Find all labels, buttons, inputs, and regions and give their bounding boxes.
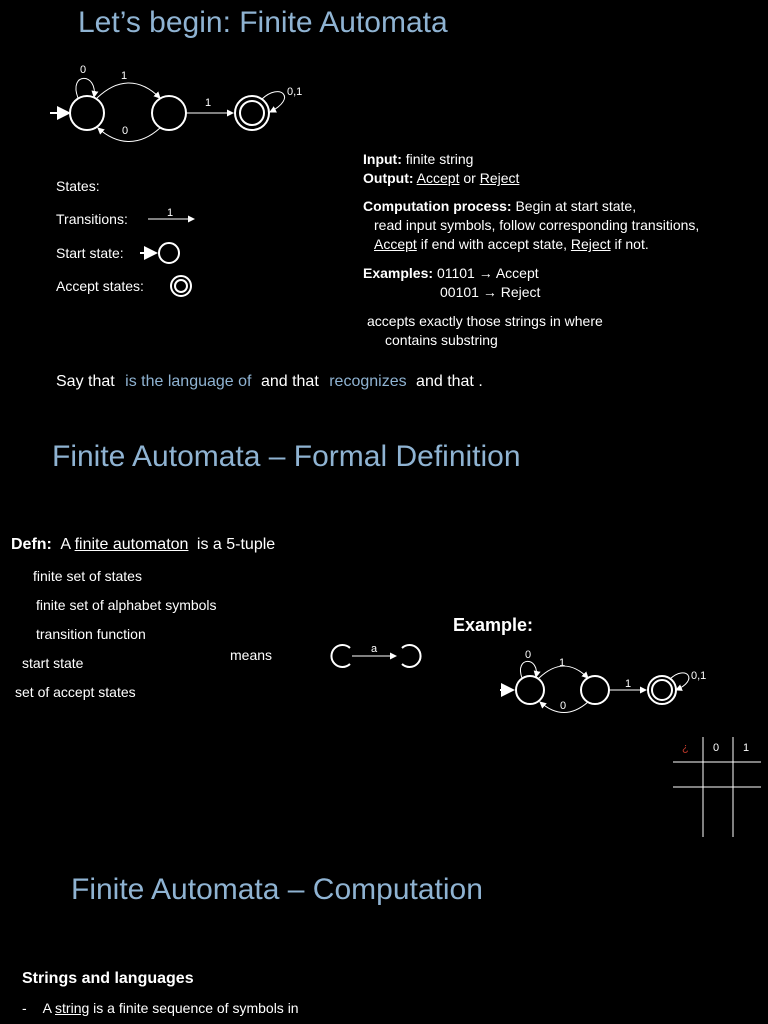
defn-item-transition: transition function — [36, 626, 146, 642]
comp-line3-mid: if end with accept state, — [420, 236, 568, 252]
legend-states: States: — [56, 178, 100, 194]
table-col-1: 1 — [743, 742, 750, 754]
strings-heading: Strings and languages — [22, 970, 194, 987]
accepts-line1: accepts exactly those strings in where — [367, 313, 603, 329]
defn-item-states: finite set of states — [33, 568, 142, 584]
defn-item-alphabet: finite set of alphabet symbols — [36, 597, 217, 613]
output-reject: Reject — [479, 170, 520, 186]
edge-q2-q1-label: 0 — [122, 125, 129, 137]
svg-text:0: 0 — [525, 649, 532, 661]
legend-start-state: Start state: — [56, 245, 124, 261]
bullet-pre: A — [42, 1000, 52, 1016]
bullet-dash: - — [22, 1000, 27, 1016]
input-text: finite string — [405, 151, 474, 167]
means-label: means — [230, 647, 273, 663]
svg-text:a: a — [371, 643, 378, 655]
recognizes: recognizes — [329, 373, 407, 390]
defn-item-start: start state — [22, 655, 84, 671]
comp-line3-end: if not. — [614, 236, 649, 252]
bullet-rest: is a finite sequence of symbols in — [93, 1000, 299, 1016]
svg-text:1: 1 — [559, 657, 566, 669]
defn-term: finite automaton — [74, 536, 189, 553]
svg-text:1: 1 — [167, 207, 174, 219]
loop-q3-label: 0,1 — [287, 86, 303, 98]
and-that-1: and that — [260, 373, 319, 390]
is-language-of: is the language of — [125, 373, 252, 390]
table-col-0: 0 — [713, 742, 720, 754]
edge-q2-q3-label: 1 — [205, 97, 212, 109]
comp-line2: read input symbols, follow corresponding transitions, — [374, 217, 700, 233]
output-accept: Accept — [416, 170, 460, 186]
defn-item-accept: set of accept states — [15, 684, 136, 700]
defn-label: Defn: — [11, 536, 52, 553]
comp-label: Computation process: — [363, 198, 512, 214]
example-label: Example: — [453, 615, 534, 635]
comp-line1-text: Begin at start state, — [515, 198, 637, 214]
defn-a: A — [60, 536, 71, 553]
example2: 00101 → Reject — [440, 284, 541, 300]
string-bullet — [22, 1000, 299, 1016]
comp-reject: Reject — [570, 236, 611, 252]
accepts-line2: contains substring — [385, 332, 498, 348]
legend-accept-states: Accept states: — [56, 278, 144, 294]
slide2-title: Finite Automata – Formal Definition — [52, 440, 521, 473]
slide1-title: Let’s begin: Finite Automata — [78, 6, 448, 39]
output-or: or — [463, 170, 476, 186]
slide3-title: Finite Automata – Computation — [71, 873, 483, 906]
defn-rest: is a 5-tuple — [196, 536, 276, 553]
loop-q1-label: 0 — [80, 64, 87, 76]
and-that-2: and that . — [416, 373, 483, 390]
edge-q1-q2-label: 1 — [121, 70, 128, 82]
svg-text:0,1: 0,1 — [691, 670, 707, 682]
table-corner: ¿ — [682, 742, 689, 754]
svg-text:0: 0 — [560, 700, 567, 712]
output-label: Output: — [363, 170, 414, 186]
say-that: Say that — [56, 373, 115, 390]
bullet-term: string — [55, 1000, 90, 1016]
input-label: Input: — [363, 151, 402, 167]
svg-text:1: 1 — [625, 678, 632, 690]
examples-label: Examples: — [363, 265, 434, 281]
legend-transitions: Transitions: — [56, 211, 128, 227]
example1: 01101 → Accept — [436, 265, 539, 281]
comp-accept: Accept — [374, 236, 417, 252]
